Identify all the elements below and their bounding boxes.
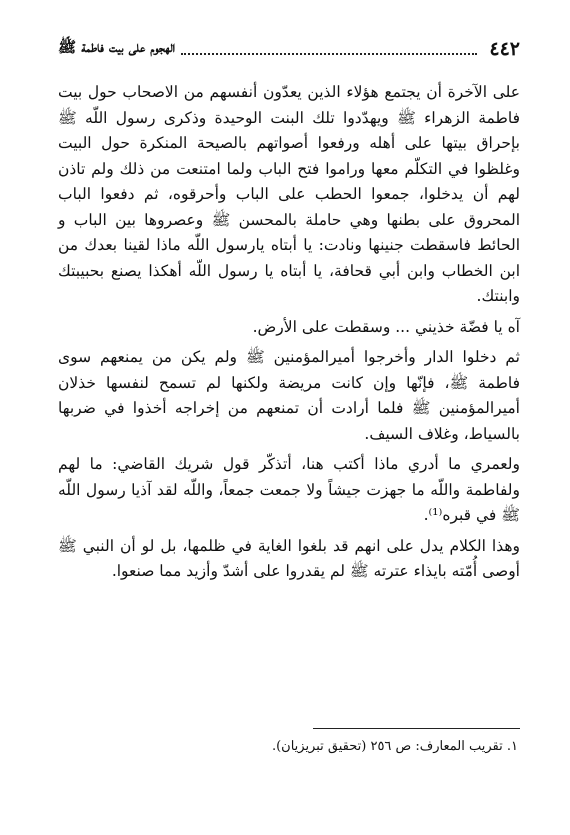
header-leader-dots	[181, 53, 477, 55]
footnote-divider	[313, 728, 520, 729]
body-text	[58, 80, 520, 590]
paragraph-3: ثم دخلوا الدار وأخرجوا أميرالمؤمنين ﷺ ولم يكن من يمنعهم سوى فاطمة ﷺ، فإنّها وإن كانت مريضة ولكنها لم تسمح لنفسها خذلان أميرالمؤمنين ﷺ فلما أرادت أن تمنعهم من إخراجه أخذوا في ضربها بالسياط، وغلاف السيف.	[58, 348, 520, 443]
paragraph-2: آه يا فضّة خذيني ... وسقطت على الأرض.	[252, 317, 520, 336]
running-header	[58, 34, 520, 60]
paragraph-4: ولعمري ما أدري ماذا أكتب هنا، أتذكّر قول شريك القاضي: ما لهم ولفاطمة واللّه ما جهزت جيشاً ولا جمعت جمعاً، واللّه لقد آذيا رسول اللّه ﷺ في قبره⁽¹⁾.	[58, 455, 520, 524]
paragraph-5: وهذا الكلام يدل على انهم قد بلغوا الغاية في ظلمها، بل لو أن النبي ﷺ أوصى أُمّته بايذاء عترته ﷺ لم يقدروا على أشدّ وأزيد مما صنعوا.	[58, 536, 520, 580]
paragraph-1: على الآخرة أن يجتمع هؤلاء الذين يعدّون أنفسهم من الاصحاب حول بيت فاطمة الزهراء ﷺ ويهدّدوا تلك البنت الوحيدة وذكرى رسول اللّه ﷺ بإحراق بيتها على أهله ورفعوا أصواتهم بالصيحة المنكرة حول البيت وغلظوا في التكلّم معها وراموا فتح الباب ولما امتنعت من ذلك ولم تاذن لهم أن يدخلوا، جمعوا الحطب على الباب وأحرقوه، ثم دفعوا الباب المحروق على بطنها وهي حاملة بالمحسن ﷺ وعصروها بين الباب و الحائط فاسقطت جنينها ونادت: يا أبتاه يارسول اللّه ماذا لقينا بعدك من ابن الخطاب وابن أبي قحافة، يا أبتاه يا رسول اللّه أهكذا يصنع بحبيبتك وابنتك.	[58, 83, 520, 305]
page-number: ٤٤٢	[489, 38, 520, 60]
header-title: الهجوم على بيت فاطمة ﷺ	[58, 38, 176, 56]
footnote: ١. تقريب المعارف: ص ٢٥٦ (تحقيق تبريزيان).	[271, 739, 518, 754]
